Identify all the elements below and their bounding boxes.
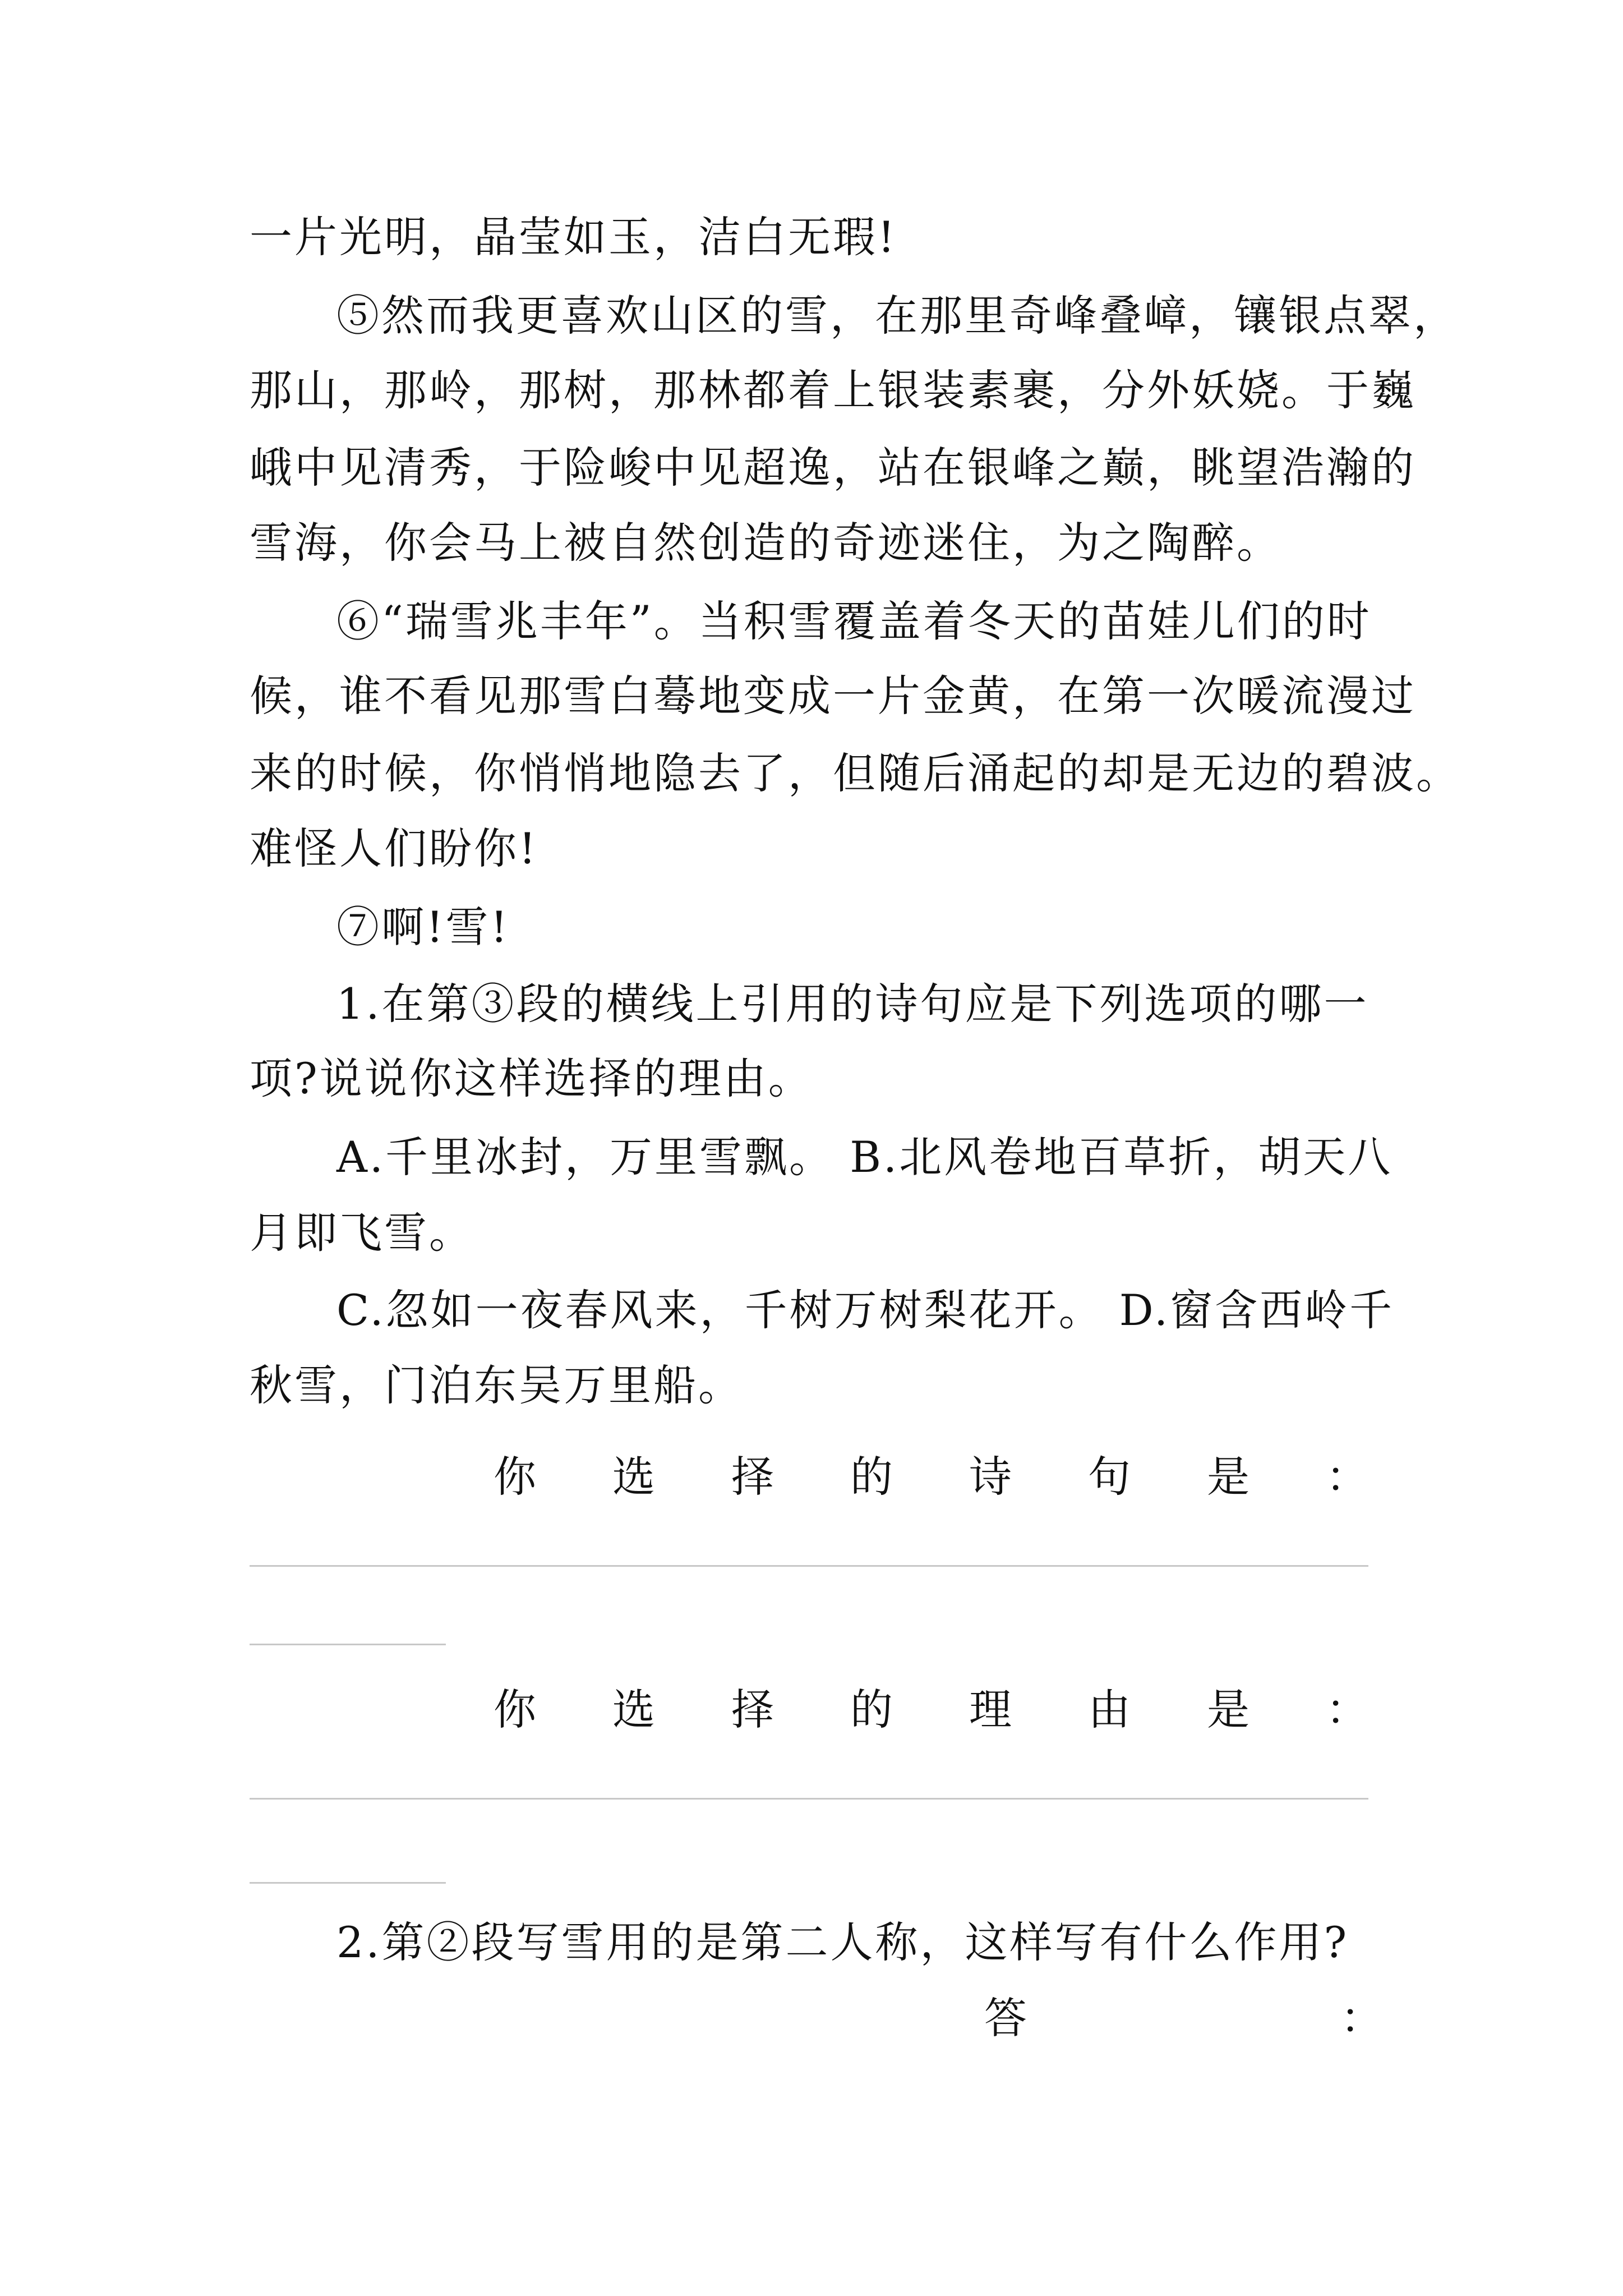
answer-colon: ：: [1340, 1993, 1383, 2043]
paragraph-6-line-3: 来的时候，你悄悄地隐去了，但随后涌起的却是无边的碧波。: [250, 748, 1461, 798]
paragraph-5-line-1: ⑤然而我更喜欢山区的雪，在那里奇峰叠嶂，镶银点翠，: [336, 291, 1458, 341]
poem-prompt-char: 的: [850, 1452, 893, 1502]
reason-answer-line[interactable]: [250, 1798, 1368, 1800]
poem-prompt-char: 你: [494, 1452, 536, 1502]
options-ab-line-1: A.千里冰封，万里雪飘。 B.北风卷地百草折，胡天八: [336, 1132, 1393, 1182]
reason-prompt-char: 择: [731, 1685, 774, 1734]
reason-prompt-char: 由: [1088, 1685, 1131, 1734]
poem-answer-line-short[interactable]: [250, 1644, 446, 1645]
poem-prompt: [494, 1450, 1368, 1504]
poem-prompt-char: 选: [612, 1452, 655, 1502]
paragraph-6-line-4: 难怪人们盼你!: [250, 823, 538, 873]
answer-label: 答: [984, 1993, 1027, 2043]
poem-prompt-char: 是: [1207, 1452, 1249, 1502]
paragraph-7: ⑦啊!雪!: [336, 902, 510, 952]
options-ab-line-2: 月即飞雪。: [250, 1208, 474, 1258]
reason-prompt: [494, 1683, 1368, 1737]
question-1-line-1: 1.在第③段的横线上引用的诗句应是下列选项的哪一: [336, 979, 1369, 1029]
reason-prompt-char: 理: [969, 1685, 1012, 1734]
paragraph-5-line-2: 那山，那岭，那树，那林都着上银装素裹，分外妖娆。于巍: [250, 365, 1416, 415]
reason-prompt-char: 你: [494, 1685, 536, 1734]
poem-answer-line[interactable]: [250, 1565, 1368, 1567]
poem-prompt-char: 择: [731, 1452, 774, 1502]
reason-answer-line-short[interactable]: [250, 1882, 446, 1884]
reason-prompt-char: 是: [1207, 1685, 1249, 1734]
paragraph-5-line-3: 峨中见清秀，于险峻中见超逸，站在银峰之巅，眺望浩瀚的: [250, 443, 1416, 493]
question-1-line-2: 项?说说你这样选择的理由。: [250, 1053, 813, 1103]
poem-prompt-char: ：: [1326, 1452, 1368, 1502]
poem-prompt-char: 句: [1088, 1452, 1131, 1502]
paragraph-6-line-2: 候，谁不看见那雪白蓦地变成一片金黄，在第一次暖流漫过: [250, 671, 1416, 721]
options-cd-line-2: 秋雪，门泊东吴万里船。: [250, 1360, 743, 1410]
poem-prompt-char: 诗: [969, 1452, 1012, 1502]
question-2-line-1: 2.第②段写雪用的是第二人称，这样写有什么作用?: [336, 1917, 1349, 1967]
options-cd-line-1: C.忽如一夜春风来，千树万树梨花开。 D.窗含西岭千: [336, 1285, 1395, 1335]
paragraph-6-line-1: ⑥“瑞雪兆丰年”。当积雪覆盖着冬天的苗娃儿们的时: [336, 596, 1372, 646]
reason-prompt-char: ：: [1326, 1685, 1368, 1734]
reason-prompt-char: 选: [612, 1685, 655, 1734]
passage-line: 一片光明，晶莹如玉，洁白无瑕!: [250, 212, 897, 262]
paragraph-5-line-4: 雪海，你会马上被自然创造的奇迹迷住，为之陶醉。: [250, 518, 1281, 568]
reason-prompt-char: 的: [850, 1685, 893, 1734]
